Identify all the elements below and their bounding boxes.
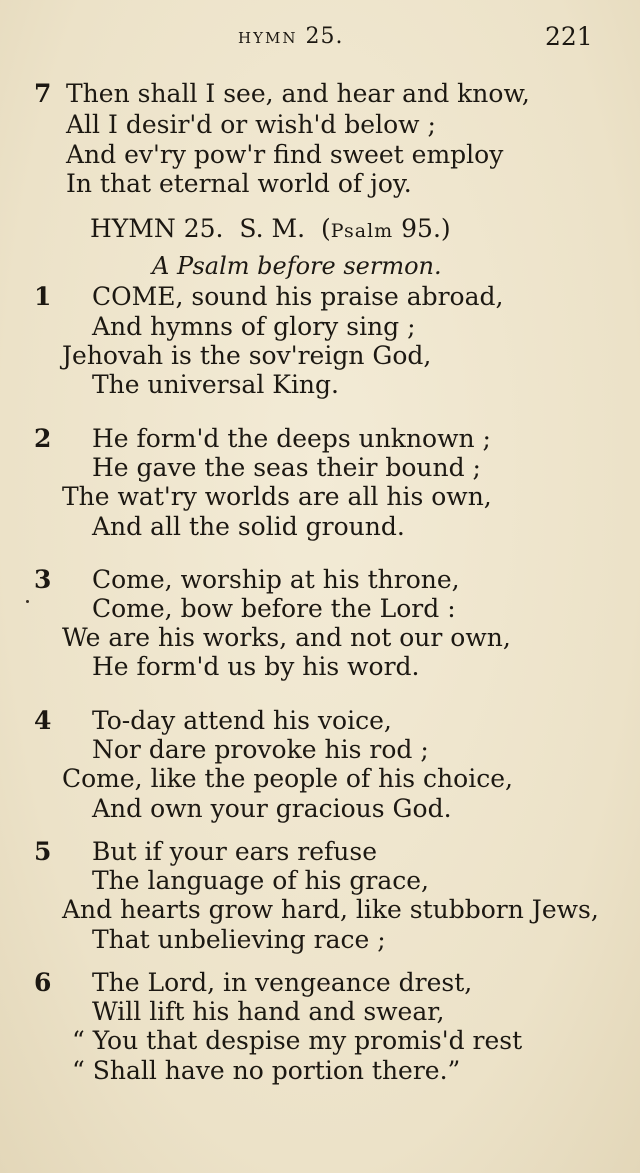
stanza-line: He gave the seas their bound ; xyxy=(92,453,481,482)
stanza-line: To-day attend his voice, xyxy=(92,706,392,735)
stanza-line: But if your ears refuse xyxy=(92,837,377,866)
stanza-line: Come, worship at his throne, xyxy=(92,565,460,594)
psalm-word: Psalm xyxy=(330,220,394,242)
stanza-line: That unbelieving race ; xyxy=(92,925,386,954)
hymn-heading xyxy=(90,214,451,243)
stanza-number-1: 1 xyxy=(34,282,52,311)
stanza-number-2: 2 xyxy=(34,424,52,453)
hymn-subtitle: A Psalm before sermon. xyxy=(152,252,442,280)
ink-speck xyxy=(26,600,29,603)
page-number: 221 xyxy=(545,22,593,51)
stanza-line: Jehovah is the sov'reign God, xyxy=(62,341,432,370)
running-head-title xyxy=(238,24,343,49)
verse-line: In that eternal world of joy. xyxy=(66,169,412,198)
stanza-line: He form'd us by his word. xyxy=(92,652,420,681)
stanza-number-4: 4 xyxy=(34,706,52,735)
stanza-number-6: 6 xyxy=(34,968,52,997)
stanza-line: And own your gracious God. xyxy=(92,794,452,823)
psalm-number: 95.) xyxy=(401,214,451,243)
running-head xyxy=(0,24,640,56)
stanza-line: We are his works, and not our own, xyxy=(62,623,511,652)
stanza-line: And hymns of glory sing ; xyxy=(92,312,416,341)
stanza-line: Nor dare provoke his rod ; xyxy=(92,735,429,764)
stanza-line: He form'd the deeps unknown ; xyxy=(92,424,491,453)
running-head-word: HYMN xyxy=(238,29,298,47)
verse-line: Then shall I see, and hear and know, xyxy=(66,79,530,108)
hymn-title: HYMN 25. xyxy=(90,214,224,243)
hymn-meter: S. M. xyxy=(239,214,306,243)
stanza-line: The universal King. xyxy=(92,370,339,399)
stanza-line: Will lift his hand and swear, xyxy=(92,997,445,1026)
stanza-line: “ You that despise my promis'd rest xyxy=(72,1026,523,1055)
stanza-line: COME, sound his praise abroad, xyxy=(92,282,504,311)
stanza-line: The wat'ry worlds are all his own, xyxy=(62,482,492,511)
verse-line: And ev'ry pow'r find sweet employ xyxy=(66,140,504,169)
psalm-open: ( xyxy=(320,214,331,243)
running-head-number: 25. xyxy=(305,24,344,49)
stanza-number-5: 5 xyxy=(34,837,52,866)
stanza-line: And all the solid ground. xyxy=(92,512,405,541)
stanza-number-3: 3 xyxy=(34,565,52,594)
stanza-line: And hearts grow hard, like stubborn Jews, xyxy=(62,895,599,924)
stanza-line: Come, bow before the Lord : xyxy=(92,594,456,623)
verse-line: All I desir'd or wish'd below ; xyxy=(66,110,436,139)
stanza-line: The language of his grace, xyxy=(92,866,429,895)
stanza-line: Come, like the people of his choice, xyxy=(62,764,513,793)
verse-number-7: 7 xyxy=(34,79,52,108)
stanza-line: The Lord, in vengeance drest, xyxy=(92,968,473,997)
stanza-line: “ Shall have no portion there.” xyxy=(72,1056,461,1085)
